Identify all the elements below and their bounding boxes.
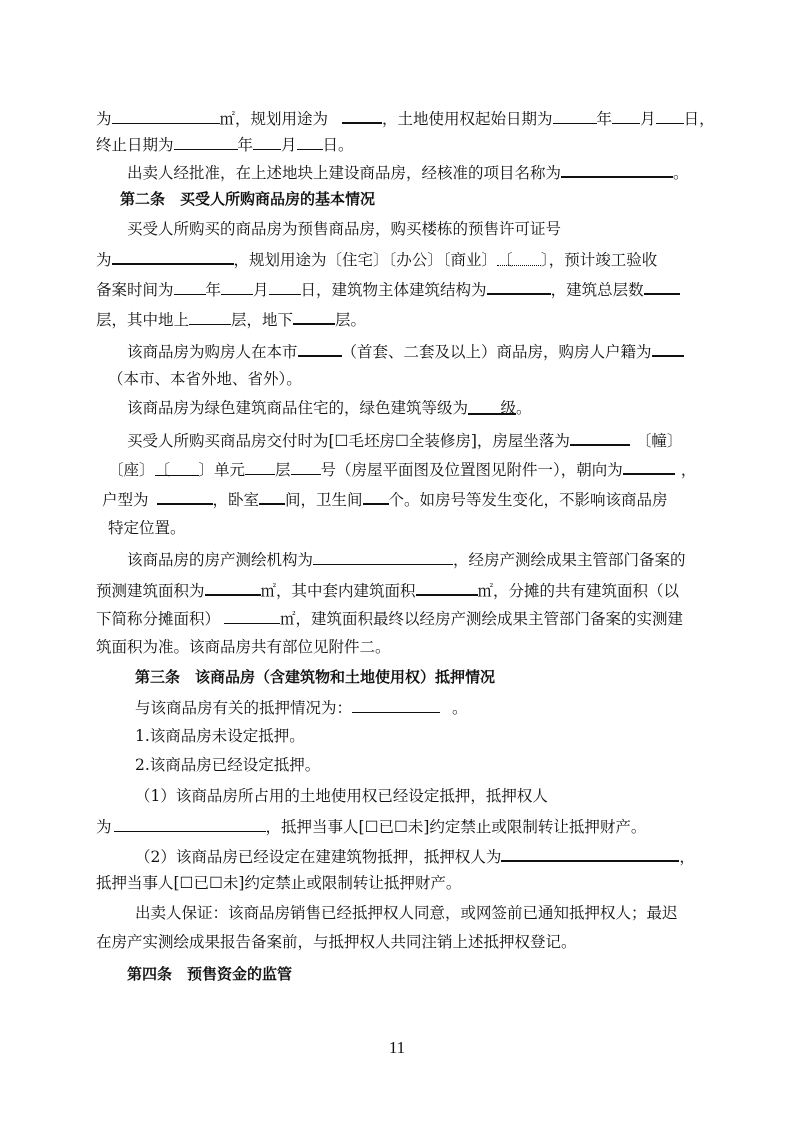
- text-run: 月: [253, 281, 269, 299]
- blank-unit-bracket: [154, 459, 199, 479]
- blank-bedrooms: [259, 487, 285, 505]
- blank-completion-month: [221, 278, 253, 295]
- text-run: ㎡，建筑面积最终以经房产测绘成果主管部门备案的实测建: [280, 610, 684, 628]
- text-run: 层，其中地上: [96, 311, 190, 329]
- blank-end-month: [253, 133, 281, 150]
- page-number: 11: [388, 1038, 406, 1057]
- text-run: ㎡，分摊的共有建筑面积（以: [477, 582, 680, 600]
- article-3-heading: 第三条 该商品房（含建筑物和土地使用权）抵押情况: [135, 668, 496, 686]
- blank-other-use: [497, 249, 541, 269]
- text-run: 月: [640, 110, 656, 128]
- blank-mortgage-status: [352, 696, 440, 713]
- text-run: 该商品房为购房人在本市: [127, 343, 298, 361]
- blank-building-mortgagee: [501, 844, 679, 862]
- blank-start-month: [612, 107, 640, 124]
- blank-shared-area: [224, 607, 280, 624]
- text-run: 层，地下: [231, 311, 294, 329]
- blank-land-mortgagee: [114, 815, 266, 832]
- text-run: 该商品房为绿色建筑商品住宅的，绿色建筑等级为: [127, 399, 469, 417]
- text-line-option-2: 2.该商品房已经设定抵押。: [135, 756, 321, 774]
- text-run: ，经房产测绘成果主管部门备案的: [453, 551, 686, 569]
- text-run: ㎡，其中套内建筑面积: [260, 582, 416, 600]
- blank-home-count: [298, 339, 342, 357]
- text-run: 〕单元: [198, 461, 246, 479]
- text-run: 为: [96, 251, 112, 269]
- text-run: 日，: [683, 110, 715, 128]
- blank-location: [570, 428, 630, 446]
- text-run: 级: [500, 399, 517, 417]
- text-run: 日。: [322, 136, 354, 154]
- text-line-project-name: [127, 160, 689, 182]
- text-run: 年: [237, 136, 254, 154]
- text-run: ，抵押当事人[☐已☐未]约定禁止或限制转让抵押财产。: [265, 818, 647, 836]
- text-line-end-date: [96, 133, 354, 155]
- text-line-delivery: [127, 428, 682, 450]
- text-run: 间，卫生间: [285, 491, 363, 509]
- text-run: 出卖人经批准，在上述地块上建设商品房，经核准的项目名称为: [127, 164, 562, 182]
- text-run: 为: [96, 110, 112, 128]
- text-run: 日，建筑物主体建筑结构为: [300, 281, 487, 299]
- blank-permit-number: [112, 247, 234, 265]
- blank-green-grade: [468, 397, 516, 415]
- text-line-common-parts: 筑面积为准。该商品房共有部位见附件二。: [96, 638, 391, 656]
- text-run: 年: [205, 281, 222, 299]
- blank-surveyor: [313, 548, 453, 565]
- text-run: 户型为: [102, 491, 149, 509]
- blank-end-day: [297, 133, 323, 150]
- blank-predicted-area: [205, 578, 261, 596]
- text-run: 与该商品房有关的抵押情况为：: [135, 699, 353, 717]
- text-line-shared-area: [96, 607, 683, 629]
- text-line-area: [96, 578, 679, 600]
- text-run: 年: [596, 110, 613, 128]
- text-run: 买受人所购买商品房交付时为[☐毛坯房☐全装修房]，房屋坐落为: [127, 432, 570, 450]
- text-run: 〔幢〕: [635, 432, 683, 450]
- text-line-purchase-type: [127, 339, 684, 361]
- text-run: 〔座〕: [108, 461, 155, 479]
- text-run: 层: [275, 461, 291, 479]
- text-line-land-area: [96, 106, 715, 128]
- blank-end-year: [174, 133, 238, 150]
- text-run: 该商品房的房产测绘机构为: [127, 551, 314, 569]
- text-run: ㎡，规划用途为: [219, 110, 329, 128]
- text-run: 个。如房号等发生变化，不影响该商品房: [388, 491, 668, 509]
- text-run: 预测建筑面积为: [96, 582, 205, 600]
- text-line-surveyor: [127, 548, 686, 570]
- text-line-building-mortgage-terms: 抵押当事人[☐已☐未]约定禁止或限制转让抵押财产。: [96, 874, 462, 892]
- text-line-building-mortgage: [135, 844, 695, 866]
- blank-land-area: [112, 107, 220, 124]
- blank-start-year: [553, 107, 597, 124]
- article-4-heading: 第四条 预售资金的监管: [127, 965, 293, 983]
- text-run: 。: [452, 699, 468, 717]
- text-run: （2）该商品房已经设定在建建筑物抵押，抵押权人为: [135, 848, 502, 866]
- text-run: ，建筑总层数: [550, 281, 644, 299]
- text-line-option-1: 1.该商品房未设定抵押。: [135, 727, 305, 745]
- blank-floor: [245, 458, 275, 475]
- blank-inner-area: [416, 578, 478, 596]
- text-line-land-mortgage: （1）该商品房所占用的土地使用权已经设定抵押，抵押权人: [135, 787, 548, 805]
- blank-planned-use: [342, 106, 382, 124]
- text-run: ，规划用途为〔住宅〕〔办公〕〔商业〕: [233, 251, 498, 269]
- text-run: （首套、二套及以上）商品房，购房人户籍为: [341, 343, 652, 361]
- text-run: 〔: [154, 461, 171, 479]
- text-line-cancel-mortgage: 在房产实测绘成果报告备案前，与抵押权人共同注销上述抵押权登记。: [96, 933, 577, 951]
- text-line-unit: [108, 457, 696, 479]
- text-run: ，: [680, 461, 697, 479]
- text-line-permit: [96, 247, 657, 269]
- blank-completion-year: [174, 278, 206, 295]
- text-run: 。: [673, 164, 689, 182]
- blank-orientation: [623, 457, 675, 475]
- text-run: 下简称分摊面积）: [96, 610, 221, 628]
- text-run: 。: [516, 399, 532, 417]
- blank-room-number: [291, 458, 321, 475]
- text-run: 备案时间为: [96, 281, 174, 299]
- blank-structure: [487, 277, 551, 295]
- text-run: 终止日期为: [96, 136, 174, 154]
- text-line-seller-guarantee: 出卖人保证：该商品房销售已经抵押权人同意，或网签前已通知抵押权人；最迟: [135, 904, 678, 922]
- text-line-completion: [96, 277, 680, 299]
- text-line-floors: [96, 307, 366, 329]
- text-line-household-options: （本市、本省外地、省外）。: [108, 370, 302, 388]
- text-line-presale: 买受人所购买的商品房为预售商品房，购买楼栋的预售许可证号: [127, 220, 562, 238]
- text-run: 〕，预计竣工验收: [541, 251, 658, 269]
- text-run: 层。: [335, 311, 367, 329]
- text-run: 〔: [497, 251, 513, 269]
- blank-total-floors: [644, 277, 680, 295]
- blank-project-name: [561, 160, 673, 178]
- article-2-heading: 第二条 买受人所购商品房的基本情况: [120, 190, 376, 208]
- blank-layout: [157, 487, 213, 505]
- blank-start-day: [656, 107, 684, 124]
- text-run: ，土地使用权起始日期为: [382, 110, 553, 128]
- text-run: 为: [96, 818, 112, 836]
- blank-bathrooms: [363, 487, 389, 505]
- blank-completion-day: [269, 278, 301, 295]
- text-run: ，卧室: [212, 491, 260, 509]
- blank-floors-below: [293, 307, 335, 325]
- blank-floors-above: [189, 308, 231, 325]
- text-line-mortgage-status: [135, 696, 468, 718]
- text-line-green-building: [127, 397, 532, 419]
- text-run: 月: [281, 136, 297, 154]
- text-run: ，: [679, 848, 695, 866]
- text-line-land-mortgagee: [96, 815, 646, 837]
- text-run: 号（房屋平面图及位置图见附件一），朝向为: [320, 461, 623, 479]
- text-line-specific-position: 特定位置。: [108, 519, 186, 537]
- blank-household: [652, 339, 684, 357]
- text-line-layout: [102, 487, 668, 509]
